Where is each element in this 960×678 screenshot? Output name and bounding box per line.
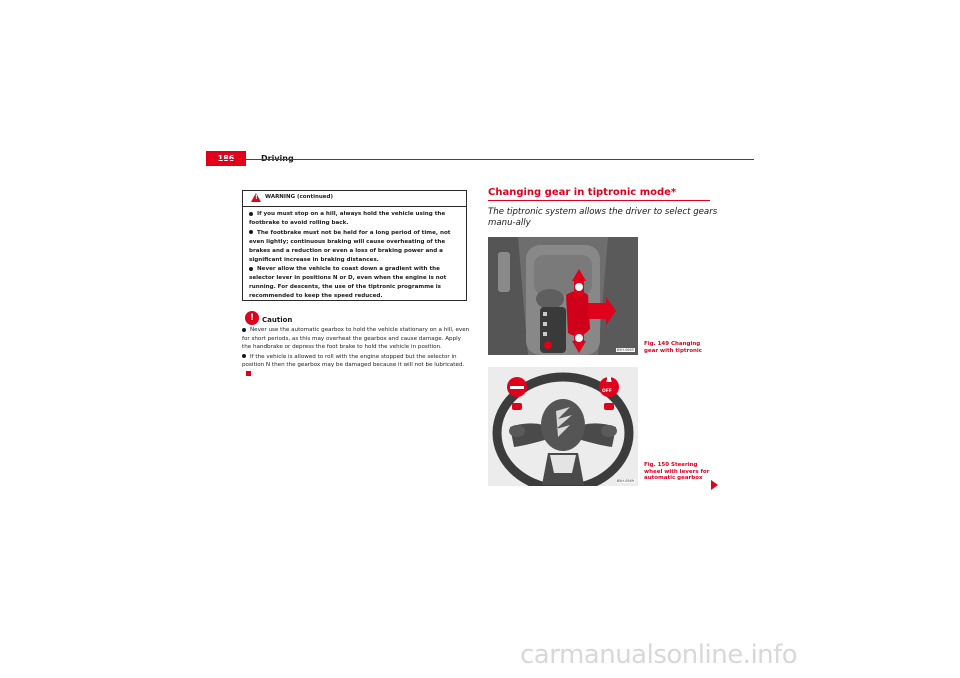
section-intro: The tiptronic system allows the driver to select gears manu-ally xyxy=(488,207,718,228)
off-label: OFF xyxy=(602,389,612,394)
caution-list xyxy=(242,326,470,380)
warning-triangle-icon xyxy=(251,193,261,202)
heading-rule xyxy=(488,200,710,201)
warning-item-text: If you must stop on a hill, always hold the vehicle using the footbrake to avoid rolling back. xyxy=(249,211,446,226)
steering-wheel-illustration xyxy=(488,367,638,486)
gear-selector-illustration xyxy=(488,237,638,355)
figure-caption: Fig. 149 Changing gear with tiptronic xyxy=(644,341,703,354)
bullet-icon xyxy=(242,354,246,358)
caution-item xyxy=(242,326,470,352)
bullet-icon xyxy=(249,230,253,234)
warning-box xyxy=(242,190,467,301)
warning-item-text: The footbrake must not be held for a long period of time, not even lightly; continuous braking will cause overheating of the brakes and a reduction or even a loss of braking power and a significant increase in braking distances. xyxy=(249,229,451,263)
continue-arrow-icon xyxy=(711,480,718,490)
caution-item xyxy=(242,353,470,379)
warning-list xyxy=(249,210,465,302)
header-rule xyxy=(206,159,754,160)
caution-item-text: Never use the automatic gearbox to hold the vehicle stationary on a hill, even for short periods, as this may overheat the gearbox and cause damage. Apply the handbrake or depress the foot brake to hold the vehicle in position. xyxy=(242,327,470,351)
figure-steering-wheel xyxy=(488,367,638,486)
section-heading: Changing gear in tiptronic mode* xyxy=(488,187,677,198)
bullet-icon xyxy=(249,212,253,216)
section-end-icon xyxy=(246,371,251,376)
warning-item xyxy=(249,210,465,228)
bullet-icon xyxy=(249,267,253,271)
caution-title: Caution xyxy=(262,316,293,324)
warning-title: WARNING (continued) xyxy=(265,194,333,200)
warning-item-text: Never allow the vehicle to coast down a gradient with the selector lever in positions N or D, even when the engine is not running. For descents, the use of the tiptronic programme is recommended to keep the speed reduced. xyxy=(249,266,447,300)
figure-gear-selector xyxy=(488,237,638,355)
caution-item-text: If the vehicle is allowed to roll with the engine stopped but the selector in position N then the gearbox may be damaged because it will not be lubricated. xyxy=(242,353,465,369)
figure-code: B5H-0569 xyxy=(616,479,634,483)
warning-header xyxy=(243,191,466,207)
figure-caption: Fig. 150 Steering wheel with levers for automatic gearbox xyxy=(644,462,710,481)
bullet-icon xyxy=(242,328,246,332)
figure-code: B5H-0665 xyxy=(616,348,634,352)
warning-item xyxy=(249,265,465,301)
warning-item xyxy=(249,229,465,265)
caution-icon: ! xyxy=(245,311,259,325)
watermark: carmanualsonline.info xyxy=(520,640,798,670)
